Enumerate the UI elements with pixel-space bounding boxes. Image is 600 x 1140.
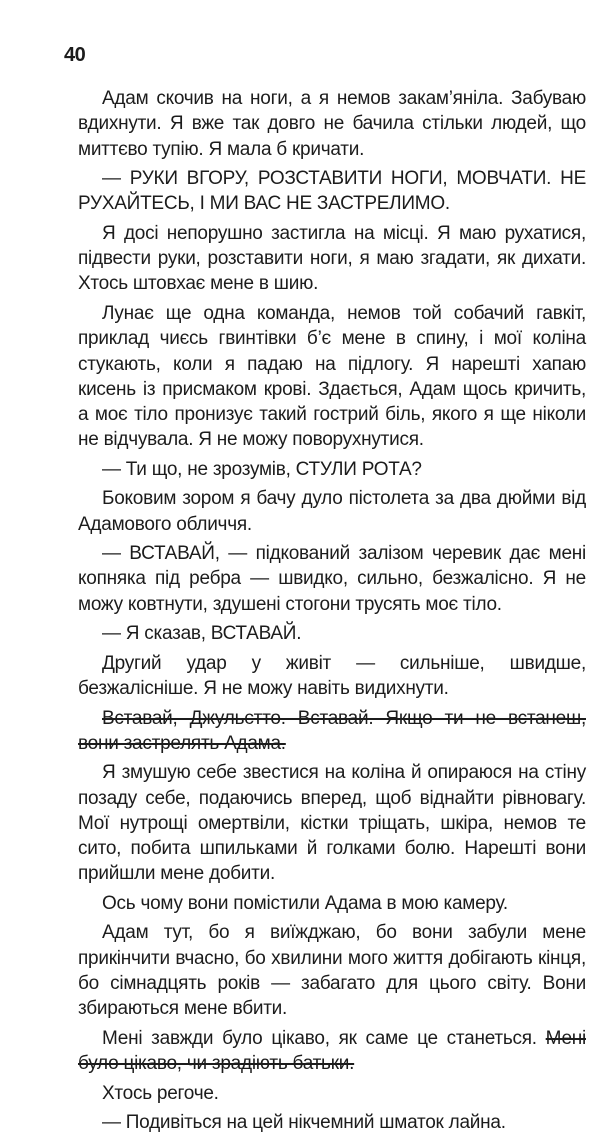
paragraph: Хтось регоче. — [102, 1082, 219, 1104]
paragraph: Адам тут, бо я виїжджаю, бо вони забули мене прикінчити вчасно, бо хвилини мого життя добігають кінця, бо сімнадцять років — забагато для цього світу. Вони збираються мене вбити. — [78, 922, 586, 1020]
page-number: 40 — [64, 44, 86, 66]
struck-text: Мені було цікаво, чи зрадіють батьки. — [78, 1027, 586, 1075]
paragraph: Лунає ще одна команда, немов той собачий гавкіт, приклад чиєсь гвинтівки б’є мене в спину, і мої коліна стукають, коли я падаю на підлогу. Я нарешті хапаю кисень із присмаком крові. Здається, Адам щось кричить, а моє тіло пронизує такий гострий біль, якого я ще ніколи не відчувала. Я не можу поворухнутися. — [78, 302, 586, 451]
paragraph: Я досі непорушно застигла на місці. Я маю рухатися, підвести руки, розставити ноги, я маю згадати, як дихати. Хтось штовхає мене в шию. — [78, 222, 586, 295]
paragraph: Мені завжди було цікаво, як саме це станеться. Мені було цікаво, чи зрадіють батьки. — [78, 1027, 586, 1075]
paragraph: — Подивіться на цей нікчемний шматок лайна. — [102, 1112, 506, 1134]
paragraph: Адам скочив на ноги, а я немов закам’яніла. Забуваю вдихнути. Я вже так довго не бачила стільки людей, що миттєво тупію. Я мала б кричати. — [78, 88, 586, 160]
body-text — [78, 86, 586, 1140]
paragraph: — Я сказав, ВСТАВАЙ. — [102, 623, 302, 645]
paragraph: — Ти що, не зрозумів, СТУЛИ РОТА? — [102, 458, 422, 480]
paragraph: — ВСТАВАЙ, — підкований залізом черевик дає мені копняка під ребра — швидко, сильно, безжалісно. Я не можу ковтнути, здушені стогони трусять моє тіло. — [78, 543, 586, 615]
paragraph: Боковим зором я бачу дуло пістолета за два дюйми від Адамового обличчя. — [78, 488, 586, 535]
struck-text: Вставай, Джульєтто. Вставай. Якщо ти не встанеш, вони застрелять Адама. — [78, 707, 586, 754]
struck-paragraph — [78, 706, 586, 757]
paragraph: Я змушую себе звестися на коліна й опираюся на стіну позаду себе, подаючись вперед, щоб віднайти рівновагу. Мої нутрощі омертвіли, кістки тріщать, шкіра, немов те сито, побита шпильками й голками болю. Нарешті вони прийшли мене добити. — [78, 762, 586, 885]
paragraph: — РУКИ ВГОРУ, РОЗСТАВИТИ НОГИ, МОВЧАТИ. НЕ РУХАЙТЕСЬ, І МИ ВАС НЕ ЗАСТРЕЛИМО. — [78, 168, 586, 215]
paragraph: Другий удар у живіт — сильніше, швидше, безжалісніше. Я не можу навіть видихнути. — [78, 652, 586, 700]
paragraph: Ось чому вони помістили Адама в мою камеру. — [102, 892, 508, 914]
